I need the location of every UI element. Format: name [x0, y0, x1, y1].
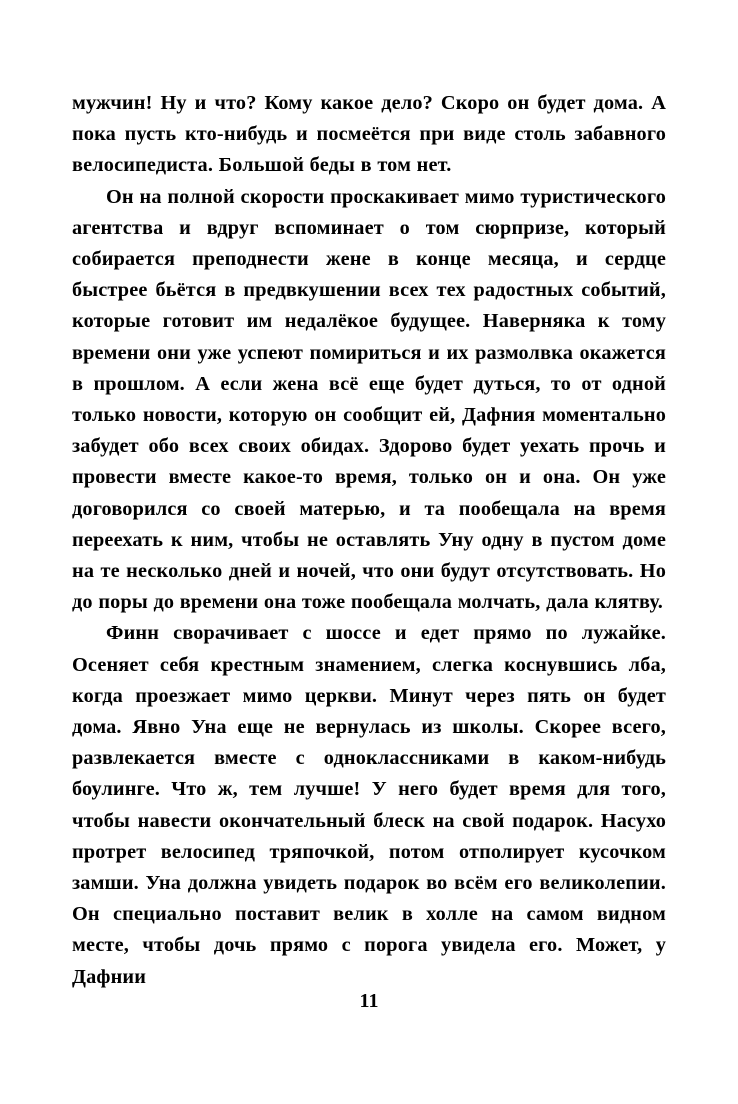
- page-number: 11: [359, 990, 379, 1012]
- page-body: [72, 88, 666, 993]
- paragraph: Он на полной скорости проскакивает мимо туристического агентства и вдруг вспоминает о том сюрпризе, который собирается преподнести жене в конце месяца, и сердце быстрее бьётся в предвкушении всех тех радостных событий, которые готовит им недалёкое будущее. Наверняка к тому времени они уже успеют помириться и их размолвка окажется в прошлом. А если жена всё еще будет дуться, то от одной только новости, которую он сообщит ей, Дафния моментально забудет обо всех своих обидах. Здорово будет уехать прочь и провести вместе какое-то время, только он и она. Он уже договорился со своей матерью, и та пообещала на время переехать к ним, чтобы не оставлять Уну одну в пустом доме на те несколько дней и ночей, что они будут отсутствовать. Но до поры до времени она тоже пообещала молчать, дала клятву.: [72, 185, 666, 614]
- paragraph: Финн сворачивает с шоссе и едет прямо по лужайке. Осеняет себя крестным знамением, слегка коснувшись лба, когда проезжает мимо церкви. Минут через пять он будет дома. Явно Уна еще не вернулась из школы. Скорее всего, развлекается вместе с одноклассниками в каком-нибудь боулинге. Что ж, тем лучше! У него будет время для того, чтобы навести окончательный блеск на свой подарок. Насухо протрет велосипед тряпочкой, потом отполирует кусочком замши. Уна должна увидеть подарок во всём его великолепии. Он специально поставит велик в холле на самом видном месте, чтобы дочь прямо с порога увидела его. Может, у Дафнии: [72, 622, 666, 988]
- paragraph: мужчин! Ну и что? Кому какое дело? Скоро он будет дома. А пока пусть кто-нибудь и посмеётся при виде столь забавного велосипедиста. Большой беды в том нет.: [72, 92, 666, 177]
